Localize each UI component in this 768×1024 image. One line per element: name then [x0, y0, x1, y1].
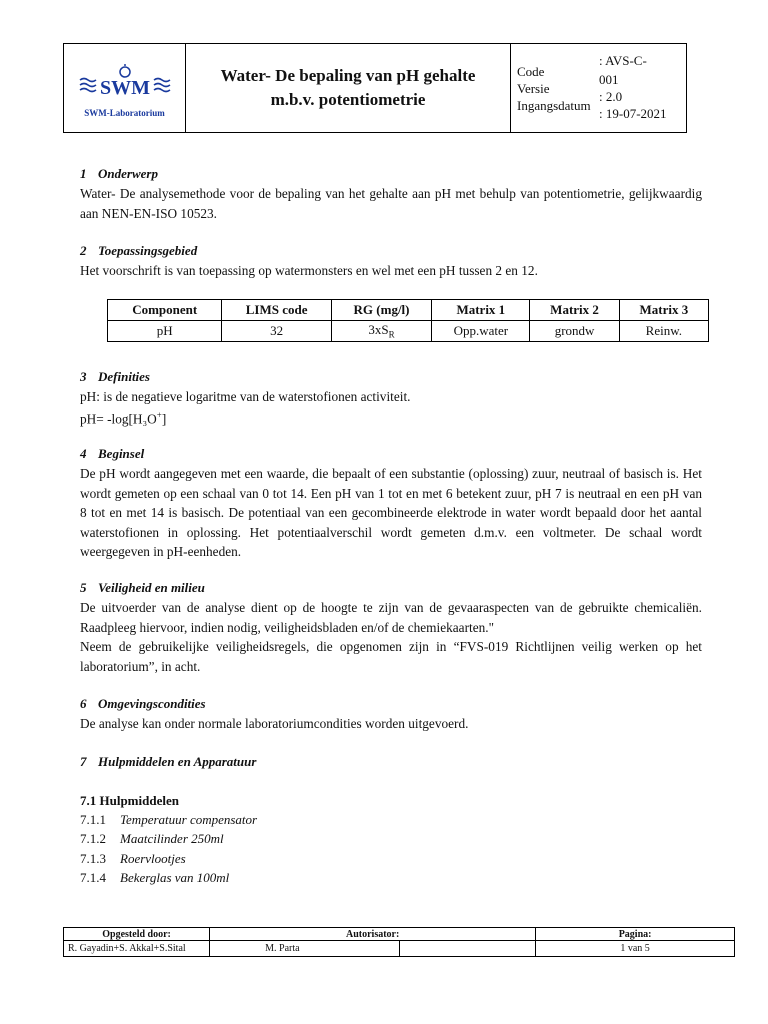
section-1-heading: [80, 166, 158, 182]
svg-text:SWM: SWM: [100, 77, 150, 99]
section-number: 3: [80, 369, 87, 384]
title-line-2: m.b.v. potentiometrie: [270, 90, 426, 109]
col-lims: LIMS code: [222, 300, 331, 321]
footer-value-row: [64, 941, 735, 957]
section-6-heading: [80, 696, 206, 712]
code-label: Code: [517, 64, 545, 79]
section-title: Omgevingscondities: [98, 696, 206, 711]
rg-subscript: R: [388, 329, 395, 340]
section-3-line-1: pH: is de negatieve logaritme van de waterstofionen activiteit.: [80, 389, 411, 404]
section-3-line-2: [80, 406, 702, 429]
item-text: Maatcilinder 250ml: [120, 831, 224, 846]
col-component: Component: [108, 300, 222, 321]
datum-value: : 19-07-2021: [599, 106, 667, 121]
document-meta: [511, 44, 686, 132]
item-text: Roervlootjes: [120, 851, 186, 866]
section-title: Onderwerp: [98, 166, 158, 181]
logo-text: SWM-Laboratorium: [84, 108, 165, 118]
item-text: Temperatuur compensator: [120, 812, 258, 827]
table-row: [108, 321, 709, 342]
section-title: Veiligheid en milieu: [98, 580, 205, 595]
formula-suffix: ]: [161, 411, 167, 427]
formula-sup: +: [156, 410, 162, 420]
cell-component: pH: [108, 321, 222, 342]
item-text: Bekerglas van 100ml: [120, 870, 230, 885]
col-matrix-1: Matrix 1: [432, 300, 530, 321]
footer-autorisator-heading: Autorisator:: [210, 928, 536, 941]
cell-matrix-1: Opp.water: [432, 321, 530, 342]
footer-autorisator-value: M. Parta: [210, 941, 399, 957]
section-4-heading: [80, 446, 144, 462]
section-title: Definities: [98, 369, 150, 384]
section-number: 2: [80, 243, 87, 258]
footer-pagina-heading: Pagina:: [536, 928, 735, 941]
code-value-2: 001: [599, 72, 619, 87]
section-5-text-1: De uitvoerder van de analyse dient op de hoogte te zijn van de gevaaraspecten van de gebruikte chemicaliën. Raadpleeg hiervoor, indien nodig, veiligheidsbladen en/of de chemiekaarten.": [80, 600, 702, 635]
title-line-1: Water- De bepaling van pH gehalte: [220, 66, 476, 85]
footer-signature-cell: [399, 941, 536, 957]
item-number: 7.1.3: [80, 851, 106, 866]
item-number: 7.1.2: [80, 831, 106, 846]
item-number: 7.1.1: [80, 812, 106, 827]
col-rg: RG (mg/l): [331, 300, 431, 321]
section-number: 5: [80, 580, 87, 595]
section-5-text-2: Neem de gebruikelijke veiligheidsregels, die opgenomen zijn in “FVS-019 Richtlijnen veilig werken op het laboratorium”, in acht.: [80, 639, 702, 674]
section-title: Hulpmiddelen en Apparatuur: [98, 754, 257, 769]
versie-value: : 2.0: [599, 89, 623, 104]
cell-matrix-3: Reinw.: [619, 321, 708, 342]
formula-prefix: pH= -log[H₃O: [80, 411, 157, 427]
section-3-heading: [80, 369, 150, 385]
document-footer: [63, 927, 735, 957]
code-value-1: : AVS-C-: [599, 53, 647, 68]
swm-logo-icon: [78, 64, 172, 104]
logo-cell: [64, 44, 186, 132]
footer-pagina-value: 1 van 5: [536, 941, 735, 957]
section-5-heading: [80, 580, 205, 596]
footer-opgesteld-heading: Opgesteld door:: [64, 928, 210, 941]
section-number: 1: [80, 166, 87, 181]
parameter-table: [107, 299, 709, 342]
list-item: [80, 812, 257, 828]
datum-label: Ingangsdatum: [517, 98, 591, 113]
section-2-text: Het voorschrift is van toepassing op watermonsters en wel met een pH tussen 2 en 12.: [80, 263, 538, 278]
section-7-heading: [80, 754, 256, 770]
section-number: 6: [80, 696, 87, 711]
subsection-7-1-title: 7.1 Hulpmiddelen: [80, 793, 179, 808]
section-title: Beginsel: [98, 446, 145, 461]
col-matrix-3: Matrix 3: [619, 300, 708, 321]
document-header: [63, 43, 687, 133]
document-title: [186, 44, 511, 132]
cell-rg: [331, 321, 431, 342]
footer-opgesteld-value: R. Gayadin+S. Akkal+S.Sital: [64, 941, 210, 957]
list-item: [80, 870, 229, 886]
list-item: [80, 851, 186, 867]
cell-matrix-2: grondw: [530, 321, 619, 342]
item-number: 7.1.4: [80, 870, 106, 885]
section-2-heading: [80, 243, 197, 259]
section-number: 7: [80, 754, 87, 769]
section-title: Toepassingsgebied: [98, 243, 198, 258]
section-1-text: Water- De analysemethode voor de bepaling van het gehalte aan pH met behulp van potentiometrie, gelijkwaardig aan NEN-EN-ISO 10523.: [80, 186, 702, 221]
rg-value: 3xS: [368, 322, 389, 338]
list-item: [80, 831, 224, 847]
section-6-text: De analyse kan onder normale laboratoriumcondities worden uitgevoerd.: [80, 716, 469, 731]
footer-header-row: [64, 928, 735, 941]
section-number: 4: [80, 446, 87, 461]
table-header-row: [108, 300, 709, 321]
versie-label: Versie: [517, 81, 550, 96]
col-matrix-2: Matrix 2: [530, 300, 619, 321]
cell-lims: 32: [222, 321, 331, 342]
section-4-text: De pH wordt aangegeven met een waarde, die bepaalt of een substantie (oplossing) zuur, neutraal of basisch is. Het wordt gemeten op een schaal van 0 tot 14. Een pH van 1 tot en met 6 betekent zuur, pH 7 is neutraal en een pH van 8 tot en met 14 is basisch. De potentiaal van een gecombineerde elektrode in water wordt bepaald door het aantal waterstofionen in oplossing. Het potentiaalverschil wordt gemeten d.m.v. een voltmeter. De schaal wordt weergegeven in pH-eenheden.: [80, 466, 702, 559]
